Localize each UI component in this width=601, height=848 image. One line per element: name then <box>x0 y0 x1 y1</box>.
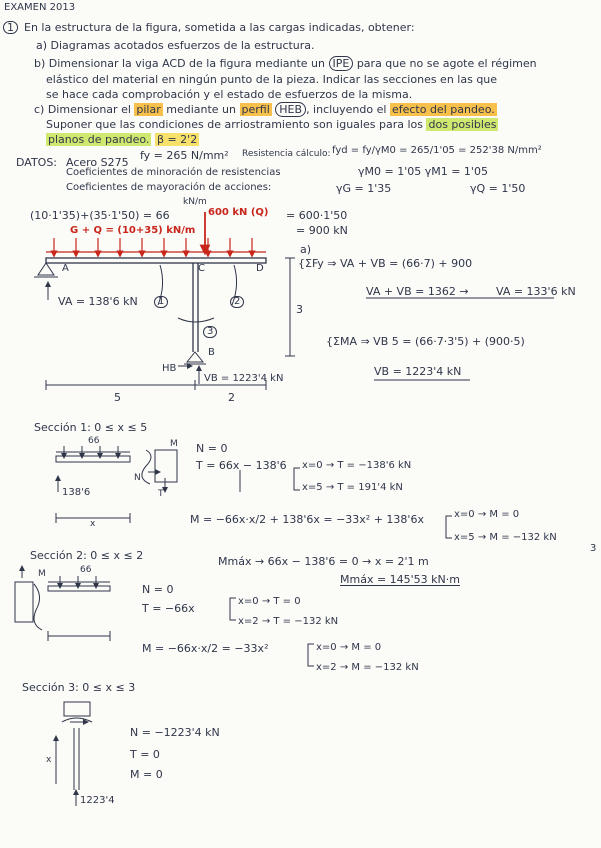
margin-mark: 3 <box>590 543 597 554</box>
reaction-va: VA = 138'6 kN <box>58 295 138 308</box>
section2-sketch <box>15 565 110 641</box>
task-c-line2: Suponer que las condiciones de arriostramiento son iguales para los dos posibles <box>46 118 497 131</box>
section1-n: N <box>134 473 141 483</box>
va-vb-sum: VA + VB = 1362 → <box>366 285 469 298</box>
coef-minoracion: Coeficientes de minoración de resistencias <box>66 167 281 178</box>
node-d: D <box>256 263 264 274</box>
task-c-line3: planos de pandeo. β = 2'2 <box>48 133 198 146</box>
section3-sketch <box>56 702 92 806</box>
max-moment-value: Mmáx = 145'53 kN·m <box>340 573 460 586</box>
fy-value: fy = 265 N/mm² <box>140 149 229 162</box>
fyd-value: fyd = fy/γM0 = 265/1'05 = 252'38 N/mm² <box>332 145 542 156</box>
section3-x: x <box>46 755 52 765</box>
section1-moment-x0: x=0 → M = 0 <box>454 509 520 520</box>
section2-moment-x2: x=2 → M = −132 kN <box>316 662 419 673</box>
section2-load: 66 <box>80 565 92 575</box>
node-b: B <box>208 347 215 358</box>
section1-shear-x5: x=5 → T = 191'4 kN <box>302 482 403 493</box>
reaction-hb: HB <box>162 363 177 374</box>
section-mark-3: 3 <box>203 326 217 338</box>
dimension-3: 3 <box>296 303 303 316</box>
section-mark-1: 1 <box>154 296 168 308</box>
problem-number: 1 <box>3 21 18 34</box>
section3-moment: M = 0 <box>130 768 163 781</box>
part-a-label: a) <box>300 243 312 256</box>
column <box>193 263 198 352</box>
ipe-profile: IPE <box>329 56 354 71</box>
load-units: kN/m <box>183 197 207 207</box>
max-moment-condition: Mmáx → 66x − 138'6 = 0 → x = 2'1 m <box>218 555 429 568</box>
section3-shear: T = 0 <box>130 748 160 761</box>
sum-fy: {ΣFy ⇒ VA + VB = (66·7) + 900 <box>298 257 473 270</box>
section1-moment: M = −66x·x/2 + 138'6x = −33x² + 138'6x <box>190 513 424 526</box>
point-load-label: 600 kN (Q) <box>208 207 269 218</box>
point-load-result: = 900 kN <box>296 224 348 237</box>
resistencia-label: Resistencia cálculo: <box>242 149 331 159</box>
section1-m: M <box>170 439 178 449</box>
section1-load: 66 <box>88 436 100 446</box>
section2-moment: M = −66x·x/2 = −33x² <box>142 642 269 655</box>
dimension-2: 2 <box>228 391 235 404</box>
heb-profile: HEB <box>275 102 306 117</box>
section1-moment-x5: x=5 → M = −132 kN <box>454 532 557 543</box>
reaction-vb: VB = 1223'4 kN <box>204 373 284 384</box>
point-load-calc: = 600·1'50 <box>286 209 348 222</box>
gamma-g: γG = 1'35 <box>336 182 392 195</box>
pilar-highlight: pilar <box>136 103 161 116</box>
task-b-line3: se hace cada comprobación y el estado de esfuerzos de la misma. <box>46 88 413 101</box>
section1-x: x <box>90 519 96 529</box>
acero: Acero S275 <box>66 156 129 169</box>
node-a: A <box>62 263 69 274</box>
dimension-5: 5 <box>114 391 121 404</box>
datos-label: DATOS: <box>16 156 58 169</box>
section2-shear-x0: x=0 → T = 0 <box>238 596 301 607</box>
section3-vb: 1223'4 <box>80 795 115 806</box>
main-beam <box>46 252 266 263</box>
task-c-line1: c) Dimensionar el pilar mediante un perfil HEB , incluyendo el efecto del pandeo. <box>34 103 495 116</box>
section1-t: T <box>158 489 164 499</box>
section1-shear: T = 66x − 138'6 <box>196 459 287 472</box>
vb-result: VB = 1223'4 kN <box>374 365 462 378</box>
section2-shear-x2: x=2 → T = −132 kN <box>238 616 339 627</box>
section2-title: Sección 2: 0 ≤ x ≤ 2 <box>30 549 144 562</box>
section1-sketch <box>56 446 240 523</box>
va-result: VA = 133'6 kN <box>496 285 576 298</box>
section1-n0: N = 0 <box>196 442 228 455</box>
pandeo-highlight: efecto del pandeo. <box>391 103 495 116</box>
section1-va: 138'6 <box>62 487 91 498</box>
section2-m: M <box>38 569 46 579</box>
node-c: C <box>198 263 205 274</box>
task-b-line1: b) Dimensionar la viga ACD de la figura mediante un IPE para que no se agote el régimen <box>34 57 537 70</box>
gamma-m: γM0 = 1'05 γM1 = 1'05 <box>358 165 488 178</box>
section1-shear-x0: x=0 → T = −138'6 kN <box>302 460 412 471</box>
section3-title: Sección 3: 0 ≤ x ≤ 3 <box>22 681 136 694</box>
section2-n0: N = 0 <box>142 583 174 596</box>
task-b-line2: elástico del material en ningún punto de la pieza. Indicar las secciones en las que <box>46 73 498 86</box>
exam-header: EXAMEN 2013 <box>4 2 76 13</box>
coef-mayoracion: Coeficientes de mayoración de acciones: <box>66 182 272 193</box>
distributed-load-label: G + Q = (10+35) kN/m <box>70 225 196 236</box>
support-b <box>184 352 206 364</box>
sum-ma: {ΣMA ⇒ VB 5 = (66·7·3'5) + (900·5) <box>326 335 525 348</box>
section2-moment-x0: x=0 → M = 0 <box>316 642 382 653</box>
section1-title: Sección 1: 0 ≤ x ≤ 5 <box>34 421 148 434</box>
task-a: a) Diagramas acotados esfuerzos de la estructura. <box>36 39 315 52</box>
gamma-q: γQ = 1'50 <box>470 182 526 195</box>
section2-shear: T = −66x <box>142 602 195 615</box>
support-a <box>34 263 58 277</box>
beta-value: β = 2'2 <box>156 133 198 146</box>
load-calc: (10·1'35)+(35·1'50) = 66 <box>30 209 170 222</box>
statement-intro: En la estructura de la figura, sometida a las cargas indicadas, obtener: <box>24 21 415 34</box>
section3-axial: N = −1223'4 kN <box>130 726 220 739</box>
section-mark-2: 2 <box>230 296 244 308</box>
